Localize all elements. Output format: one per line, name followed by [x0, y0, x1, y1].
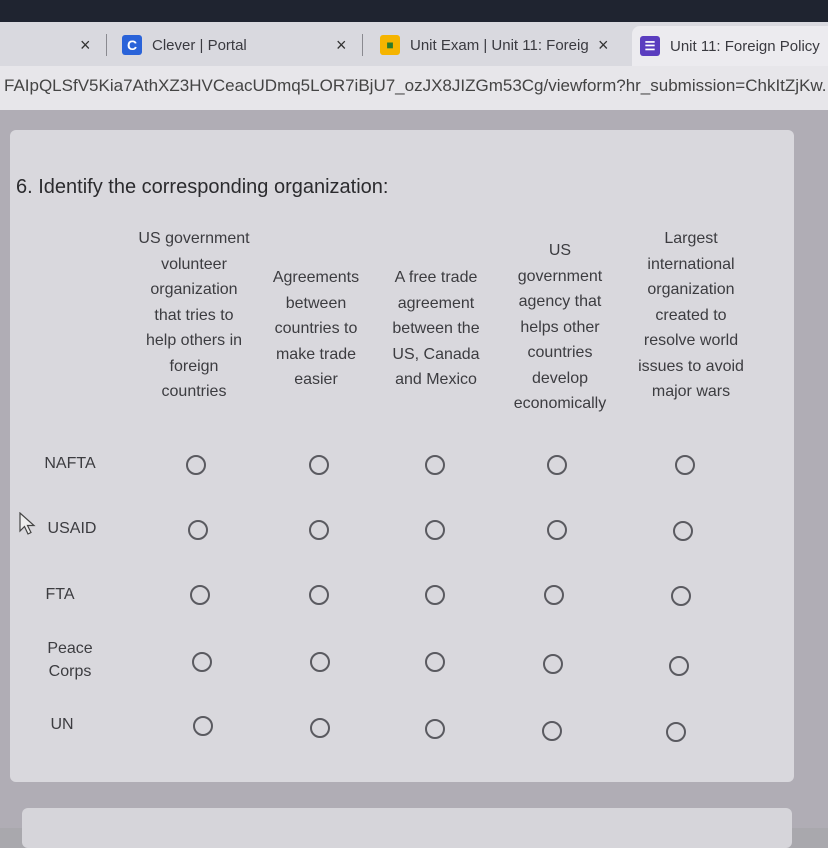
next-question-card — [22, 808, 792, 848]
row-label-nafta: NAFTA — [44, 455, 96, 472]
tab-unit-exam[interactable] — [380, 30, 589, 60]
column-header-4: US government agency that helps other countries develop economically — [513, 242, 607, 412]
radio-usaid-col4[interactable] — [547, 520, 567, 540]
tab-unit-11-forms[interactable] — [632, 26, 828, 66]
radio-un-col5[interactable] — [666, 722, 686, 742]
radio-un-col2[interactable] — [310, 718, 330, 738]
radio-un-col1[interactable] — [193, 716, 213, 736]
tab-label: Unit Exam | Unit 11: Foreig — [410, 36, 589, 54]
radio-usaid-col5[interactable] — [673, 521, 693, 541]
row-label-usaid: USAID — [47, 520, 97, 537]
radio-nafta-col3[interactable] — [425, 455, 445, 475]
classroom-icon: ■ — [380, 35, 400, 55]
tab-label: Clever | Portal — [152, 36, 247, 54]
close-tab-icon[interactable]: × — [80, 35, 91, 55]
radio-usaid-col1[interactable] — [188, 520, 208, 540]
tab-label: Unit 11: Foreign Policy — [670, 37, 820, 55]
radio-nafta-col1[interactable] — [186, 455, 206, 475]
column-header-1: US government volunteer organization that tries to help others in foreign countries — [138, 230, 250, 400]
radio-fta-col2[interactable] — [309, 585, 329, 605]
tab-strip — [0, 22, 828, 66]
radio-nafta-col5[interactable] — [675, 455, 695, 475]
os-top-bar — [0, 0, 828, 22]
tab-separator — [362, 34, 363, 56]
radio-nafta-col2[interactable] — [309, 455, 329, 475]
url-text: FAIpQLSfV5Kia7AthXZ3HVCeacUDmq5LOR7iBjU7_ozJX8JIZGm53Cg/viewform?hr_submission=ChkItZjKw. — [4, 76, 827, 95]
row-label-un: UN — [50, 716, 74, 733]
column-header-3: A free trade agreement between the US, Canada and Mexico — [392, 269, 480, 388]
radio-peace-corps-col5[interactable] — [669, 656, 689, 676]
mouse-cursor-icon — [19, 512, 37, 536]
radio-peace-corps-col3[interactable] — [425, 652, 445, 672]
row-label-fta: FTA — [45, 586, 75, 603]
radio-fta-col3[interactable] — [425, 585, 445, 605]
tab-separator — [106, 34, 107, 56]
radio-peace-corps-col4[interactable] — [543, 654, 563, 674]
radio-peace-corps-col2[interactable] — [310, 652, 330, 672]
radio-usaid-col2[interactable] — [309, 520, 329, 540]
close-tab-icon[interactable]: × — [336, 35, 347, 55]
column-header-5: Largest international organization created to resolve world issues to avoid major wars — [638, 230, 744, 400]
radio-peace-corps-col1[interactable] — [192, 652, 212, 672]
radio-un-col3[interactable] — [425, 719, 445, 739]
row-label-peace-corps: Peace Corps — [47, 640, 93, 680]
radio-un-col4[interactable] — [542, 721, 562, 741]
forms-icon: ☰ — [640, 36, 660, 56]
address-bar[interactable] — [0, 66, 828, 110]
tab-clever[interactable] — [122, 30, 247, 60]
radio-fta-col4[interactable] — [544, 585, 564, 605]
clever-icon: C — [122, 35, 142, 55]
question-title: 6. Identify the corresponding organization: — [16, 176, 389, 198]
radio-fta-col5[interactable] — [671, 586, 691, 606]
radio-usaid-col3[interactable] — [425, 520, 445, 540]
column-header-2: Agreements between countries to make trade easier — [272, 269, 360, 388]
radio-nafta-col4[interactable] — [547, 455, 567, 475]
close-tab-icon[interactable]: × — [598, 35, 609, 55]
radio-fta-col1[interactable] — [190, 585, 210, 605]
